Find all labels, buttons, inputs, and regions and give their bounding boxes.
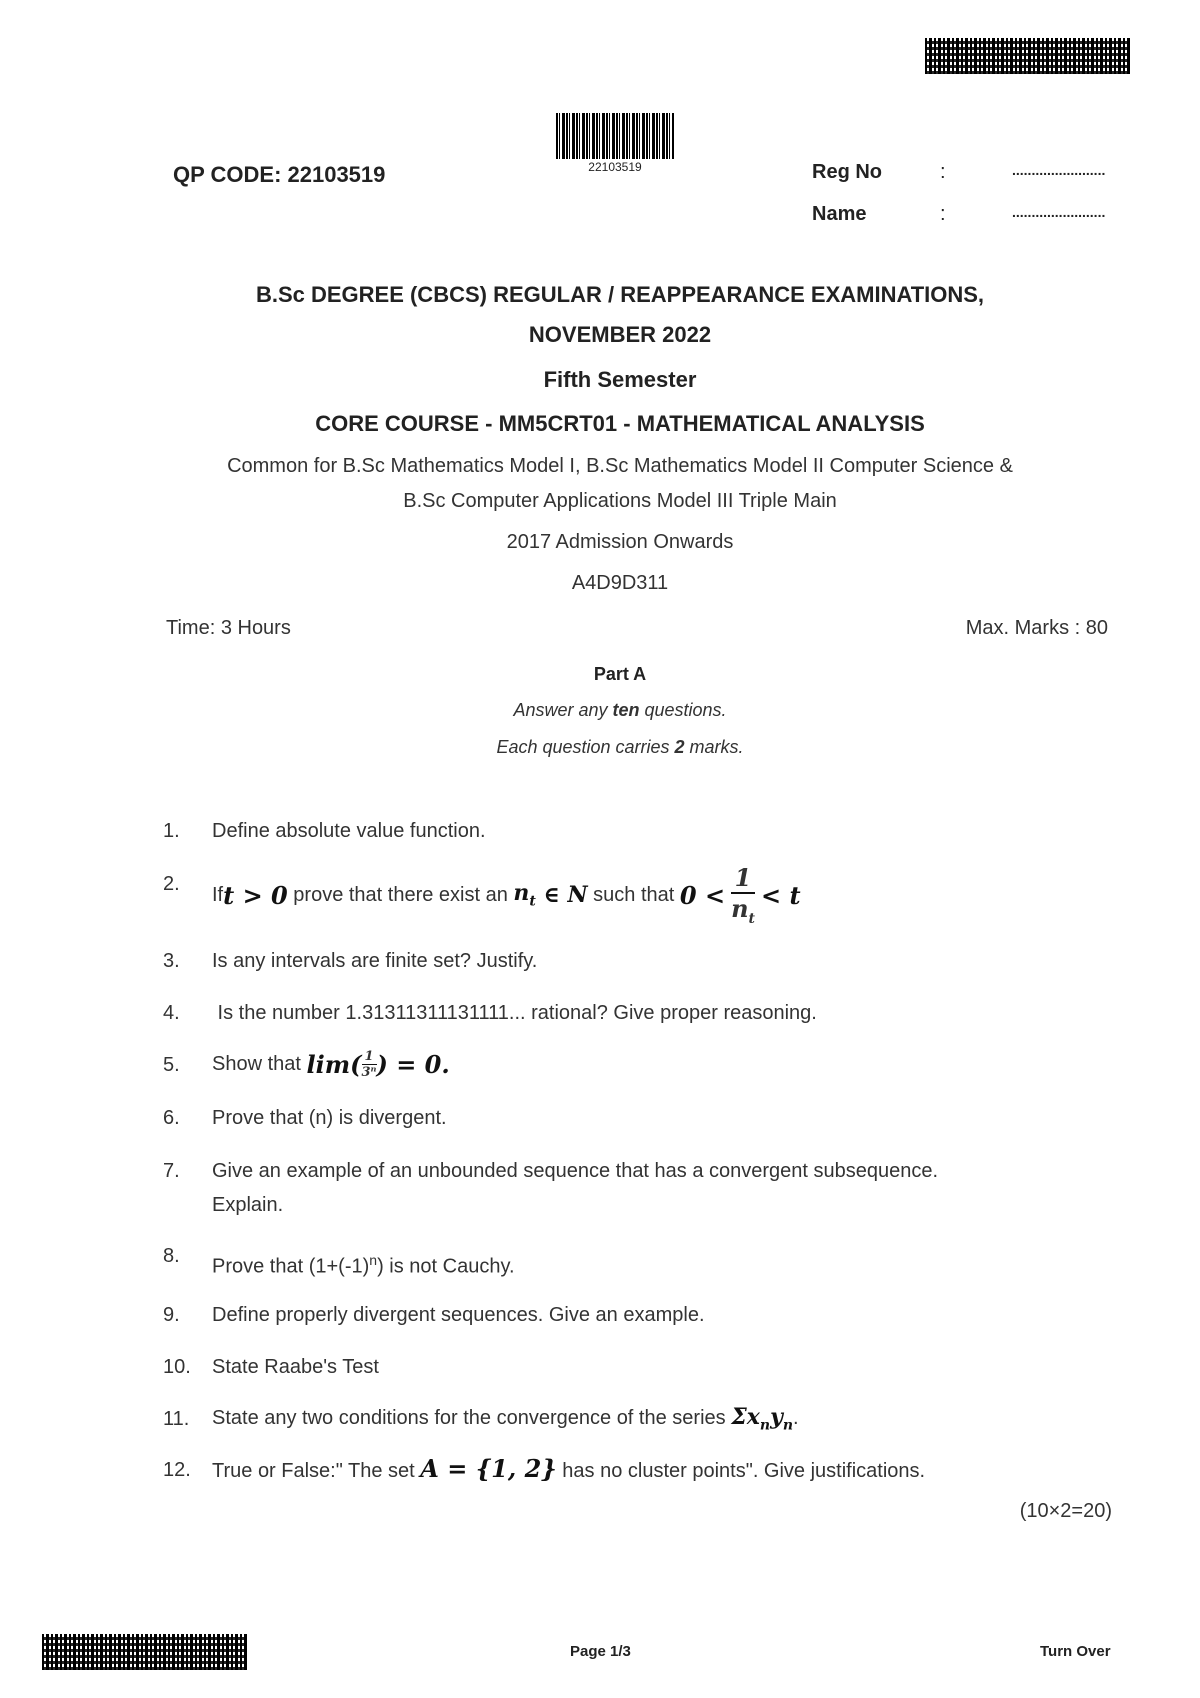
top-right-barcode — [925, 38, 1130, 74]
q12-number: 12. — [163, 1459, 191, 1481]
part-a-title: Part A — [593, 664, 647, 684]
name-field[interactable]: ........................ — [1012, 204, 1106, 220]
q1-number: 1. — [163, 820, 180, 842]
q3-number: 3. — [163, 950, 180, 972]
q12-text: True or False:" The set A = {1, 2} has no cluster points". Give justifications. — [212, 1454, 926, 1483]
q11-text: State any two conditions for the convergence of the series $\Sigma x_ny_n$. — [212, 1404, 799, 1434]
q2-text: If t > 0 prove that there exist an $n_t$ ∈ N such that 0 < $\frac{1}{n_t}$ < t — [212, 863, 801, 927]
common-for-line2: B.Sc Computer Applications Model III Triple Main — [403, 490, 837, 512]
name-label: Name — [812, 203, 867, 225]
q6-number: 6. — [163, 1107, 180, 1129]
exam-title-line2: NOVEMBER 2022 — [528, 322, 712, 347]
part-a-marks-total: (10×2=20) — [1019, 1500, 1112, 1522]
q7-number: 7. — [163, 1160, 180, 1182]
max-marks-label: Max. Marks : 80 — [965, 617, 1108, 639]
q9-number: 9. — [163, 1304, 180, 1326]
semester-title: Fifth Semester — [543, 367, 697, 392]
q5-fraction: $\frac{1}{\text{3ⁿ}}$ — [361, 1048, 377, 1080]
reg-no-label: Reg No — [812, 161, 882, 183]
common-for-line1: Common for B.Sc Mathematics Model I, B.Sc Mathematics Model II Computer Science & — [227, 455, 1013, 477]
q1-text: Define absolute value function. — [212, 820, 486, 842]
admission-line: 2017 Admission Onwards — [506, 531, 734, 553]
turn-over-label: Turn Over — [1040, 1643, 1111, 1660]
bottom-left-barcode — [42, 1634, 247, 1670]
name-colon: : — [940, 203, 946, 225]
q10-number: 10. — [163, 1356, 191, 1378]
barcode-number: 22103519 — [588, 160, 642, 174]
reg-no-colon: : — [940, 161, 946, 183]
q7-text-line2: Explain. — [212, 1194, 284, 1216]
q7-text-line1: Give an example of an unbounded sequence that has a convergent subsequence. — [212, 1160, 939, 1182]
q8-number: 8. — [163, 1245, 180, 1267]
q11-number: 11. — [163, 1408, 190, 1430]
q8-text: Prove that $(1+(-1)^n)$ is not Cauchy. — [212, 1252, 515, 1278]
exam-title-line1: B.Sc DEGREE (CBCS) REGULAR / REAPPEARANCE EXAMINATIONS, — [255, 282, 985, 307]
q4-text: Is the number 1.31311311131111... rational? Give proper reasoning. — [212, 1002, 817, 1024]
part-a-instruction-2: Each question carries 2 marks. — [496, 737, 744, 757]
q10-text: State Raabe's Test — [212, 1356, 379, 1378]
q4-number: 4. — [163, 1002, 180, 1024]
q9-text: Define properly divergent sequences. Give an example. — [212, 1304, 705, 1326]
q2-number: 2. — [163, 873, 180, 895]
q2-fraction: $\frac{1}{n_t}$ — [731, 863, 755, 927]
q3-text: Is any intervals are finite set? Justify. — [212, 950, 538, 972]
part-a-instruction-1: Answer any ten questions. — [513, 700, 727, 720]
paper-code: A4D9D311 — [571, 572, 669, 594]
q6-text: Prove that (n) is divergent. — [212, 1107, 447, 1129]
reg-no-field[interactable]: ........................ — [1012, 162, 1106, 178]
q5-text: Show that lim( $\frac{1}{\text{3ⁿ}}$ ) = 0. — [212, 1048, 450, 1080]
q5-number: 5. — [163, 1054, 180, 1076]
time-label: Time: 3 Hours — [166, 617, 291, 639]
page-number: Page 1/3 — [570, 1643, 631, 1660]
course-title: CORE COURSE - MM5CRT01 - MATHEMATICAL ANALYSIS — [315, 411, 925, 436]
qp-barcode — [556, 113, 674, 159]
qp-code: QP CODE: 22103519 — [173, 162, 386, 187]
